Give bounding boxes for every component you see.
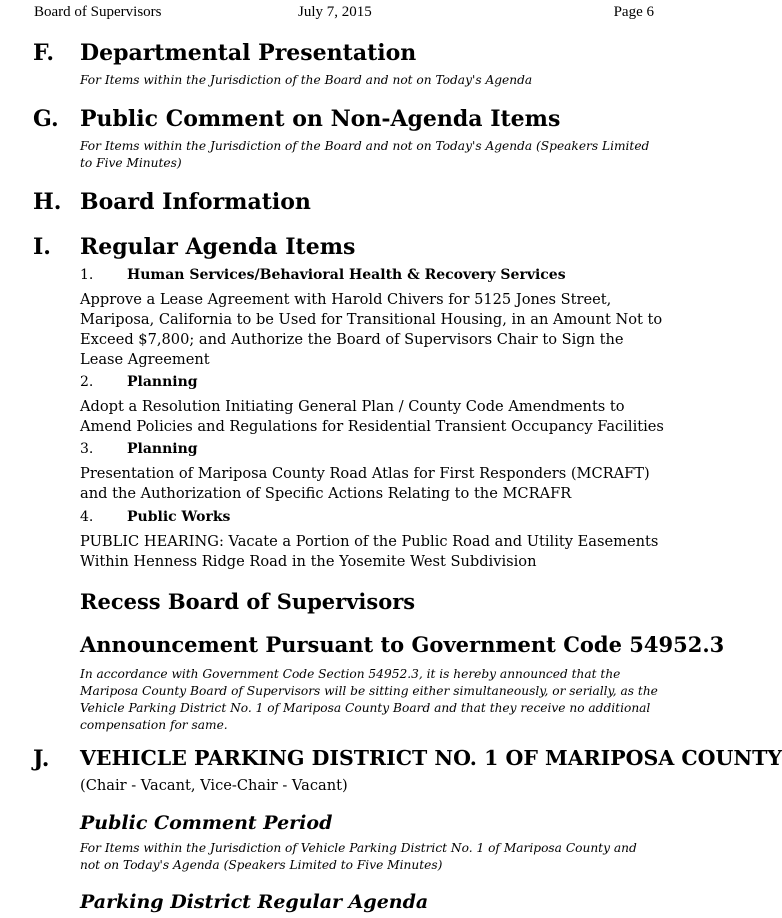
section-g-note: For Items within the Jurisdiction of the Board and not on Today's Agenda (Speakers Limited to Five Minutes) — [80, 139, 650, 170]
agenda-item-number: 1. — [80, 267, 94, 283]
section-h-letter: H. — [33, 189, 62, 215]
section-j-officers: (Chair - Vacant, Vice-Chair - Vacant) — [80, 777, 348, 794]
section-g-letter: G. — [33, 106, 59, 132]
section-i-letter: I. — [33, 234, 51, 260]
section-f-letter: F. — [33, 40, 55, 66]
agenda-item-department: Planning — [127, 441, 198, 457]
public-comment-period-heading: Public Comment Period — [80, 812, 333, 834]
header-date: July 7, 2015 — [298, 4, 372, 20]
agenda-item-department: Human Services/Behavioral Health & Recovery Services — [127, 267, 566, 283]
agenda-item-description: Approve a Lease Agreement with Harold Chivers for 5125 Jones Street, Mariposa, California to be Used for Transitional Housing, in an Amount Not to Exceed $7,800; and Authorize the Board of Supervisors Chair to Sign the Lease Agreement — [80, 291, 663, 368]
header-page-number: Page 6 — [613, 4, 654, 20]
section-h-title: Board Information — [80, 189, 311, 215]
agenda-item-department: Planning — [127, 374, 198, 390]
section-j-letter: J. — [33, 746, 50, 772]
agenda-item-department: Public Works — [127, 509, 231, 525]
header-board-name: Board of Supervisors — [34, 4, 162, 20]
agenda-item-description: Presentation of Mariposa County Road Atlas for First Responders (MCRAFT) and the Authorization of Specific Actions Relating to the MCRAFR — [80, 465, 650, 502]
announcement-note: In accordance with Government Code Section 54952.3, it is hereby announced that the Mariposa County Board of Supervisors will be sitting either simultaneously, or serially, as the Vehicle Parking District No. 1 of Mariposa County Board and that they receive no additional compensation for same. — [80, 667, 658, 732]
section-f-title: Departmental Presentation — [80, 40, 417, 66]
recess-heading: Recess Board of Supervisors — [80, 589, 416, 614]
section-j-title: VEHICLE PARKING DISTRICT NO. 1 OF MARIPOSA COUNTY — [80, 746, 782, 770]
parking-district-regular-agenda-heading: Parking District Regular Agenda — [80, 891, 429, 913]
public-comment-period-note: For Items within the Jurisdiction of Vehicle Parking District No. 1 of Mariposa County and not on Today's Agenda (Speakers Limited to Five Minutes) — [80, 841, 637, 872]
announcement-heading: Announcement Pursuant to Government Code 54952.3 — [80, 632, 725, 657]
agenda-item-number: 3. — [80, 441, 94, 457]
section-i-title: Regular Agenda Items — [80, 234, 356, 260]
agenda-item-description: Adopt a Resolution Initiating General Plan / County Code Amendments to Amend Policies and Regulations for Residential Transient Occupancy Facilities — [80, 398, 664, 435]
agenda-item-description: PUBLIC HEARING: Vacate a Portion of the Public Road and Utility Easements Within Henness Ridge Road in the Yosemite West Subdivision — [80, 533, 659, 570]
agenda-item-number: 4. — [80, 509, 94, 525]
section-f-note: For Items within the Jurisdiction of the Board and not on Today's Agenda — [80, 73, 533, 87]
section-g-title: Public Comment on Non-Agenda Items — [80, 106, 561, 132]
agenda-item-number: 2. — [80, 374, 94, 390]
